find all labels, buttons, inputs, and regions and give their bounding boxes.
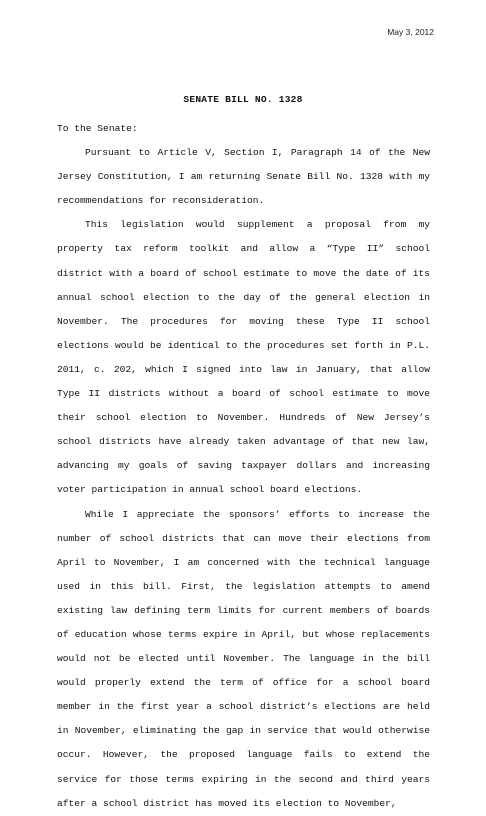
paragraph-3: While I appreciate the sponsors’ efforts to increase the number of school districts that can move their elections from April to November, I am concerned with the technical language used in this bill. First, the legislation attempts to amend existing law defining term limits for current members of boards of education whose terms expire in April, but whose replacements would not be elected until November. The language in the bill would properly extend the term of office for a school board member in the first year a school district’s elections are held in November, eliminating the gap in service that would otherwise occur. However, the proposed language fails to extend the service for those terms expiring in the second and third years after a school district has moved its election to November, xyxy=(57,508,430,809)
document-date: May 3, 2012 xyxy=(387,27,434,37)
salutation: To the Senate: xyxy=(57,123,138,134)
paragraph-2: This legislation would supplement a proposal from my property tax reform toolkit and allow a “Type II” school district with a board of school estimate to move the date of its annual school election to the day of the general election in November. The procedures for moving these Type II school elections would be identical to the procedures set forth in P.L. 2011, c. 202, which I signed into law in January, that allow Type II districts without a board of school estimate to move their school election to November. Hundreds of New Jersey’s school districts have already taken advantage of that new law, advancing my goals of saving taxpayer dollars and increasing voter participation in annual school board elections. xyxy=(57,219,430,496)
paragraph-1: Pursuant to Article V, Section I, Paragraph 14 of the New Jersey Constitution, I am returning Senate Bill No. 1328 with my recommendations for reconsideration. xyxy=(57,147,430,207)
document-body xyxy=(57,117,430,816)
bill-title: SENATE BILL NO. 1328 xyxy=(183,94,303,105)
